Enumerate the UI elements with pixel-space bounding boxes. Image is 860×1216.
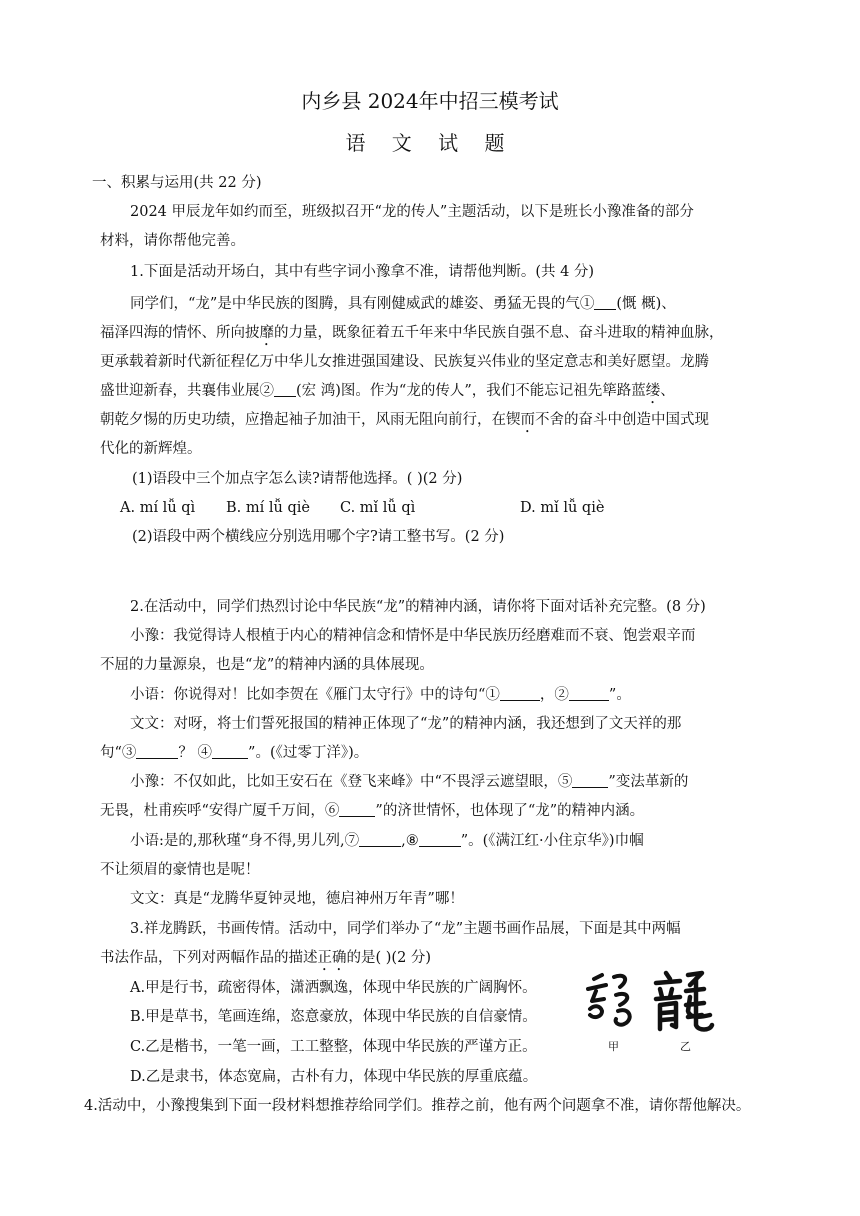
q1-option-c[interactable]: C. mǐ lǚ qì [340, 500, 416, 516]
q1-sub-question-2: (2)语段中两个横线应分别选用哪个字?请工整书写。(2 分) [132, 529, 505, 545]
text-segment: ，② [539, 687, 569, 703]
artwork-label-jia: 甲 [608, 1040, 619, 1053]
intro-line-2: 材料，请你帮他完善。 [100, 233, 245, 249]
q2-line-3 [130, 685, 631, 705]
q2-line-1: 小豫：我觉得诗人根植于内心的精神信念和情怀是中华民族历经磨难而不衰、饱尝艰辛而 [130, 628, 696, 644]
intro-line-1: 2024 甲辰龙年如约而至，班级拟召开“龙的传人”主题活动，以下是班长小豫准备的部分 [130, 204, 694, 220]
q1-passage-line-1 [130, 294, 676, 314]
blank-1[interactable] [594, 295, 616, 310]
text-segment: 同学们，“龙”是中华民族的图腾，具有刚健威武的雄姿、勇猛无畏的气① [130, 296, 595, 312]
text-segment: 盛世迎新春，共襄伟业展② [100, 383, 274, 399]
q1-option-b[interactable]: B. mí lǚ qiè [226, 500, 310, 516]
q2-line-10: 文文：真是“龙腾华夏钟灵地，德启神州万年青”哪！ [130, 891, 464, 907]
exam-title: 内乡县 2024年中招三模考试 [301, 89, 559, 113]
q2-stem: 2.在活动中，同学们热烈讨论中华民族“龙”的精神内涵，请你将下面对话补充完整。(8 分) [130, 599, 706, 615]
q1-passage-line-6: 代化的新辉煌。 [100, 441, 202, 457]
text-segment: 句“③ [100, 745, 137, 761]
text-segment: ,⑧ [401, 833, 419, 849]
calligraphy-dragon-icon [580, 965, 720, 1035]
text-segment: ”。(《满江红·小住京华》)巾帼 [460, 833, 644, 849]
q2-line-2: 不屈的力量源泉，也是“龙”的精神内涵的具体展现。 [100, 657, 434, 673]
text-segment: 无畏，杜甫疾呼“安得广厦千万间，⑥ [100, 803, 340, 819]
q2-line-5 [100, 743, 368, 763]
text-segment: (慨 概)、 [616, 296, 676, 312]
text-segment: 小语:是的,那秋瑾“身不得,男儿列,⑦ [130, 833, 360, 849]
blank-q2-2[interactable] [569, 686, 609, 701]
q1-passage-line-4 [100, 381, 675, 407]
blank-2[interactable] [274, 382, 296, 397]
blank-q2-8[interactable] [419, 832, 461, 847]
blank-q2-6[interactable] [339, 802, 375, 817]
text-segment: ”。(《过零丁洋》)。 [248, 745, 369, 761]
artwork-label-yi: 乙 [680, 1040, 691, 1053]
q2-line-9: 不让须眉的豪情也是呢！ [100, 862, 260, 878]
regular-dragon-icon [656, 973, 712, 1030]
text-segment: 朝乾夕惕的历史功绩，应撸起袖子加油干，风雨无阻向前行，在锲 [100, 412, 521, 428]
blank-q2-1[interactable] [500, 686, 540, 701]
text-segment: 福泽四海的情怀、所向披 [100, 325, 260, 341]
cursive-dragon-icon [588, 975, 630, 1025]
q1-stem: 1.下面是活动开场白，其中有些字词小豫拿不准，请帮他判断。(共 4 分) [130, 264, 595, 280]
text-segment: 、 [660, 383, 675, 399]
blank-q2-5[interactable] [572, 773, 608, 788]
q1-passage-line-5 [100, 410, 709, 436]
dotted-char: 而 [520, 412, 535, 428]
text-segment: 小语：你说得对！比如李贺在《雁门太守行》中的诗句“① [130, 687, 500, 703]
section-heading: 一、积累与运用(共 22 分) [92, 175, 262, 191]
q3-stem-1: 3.祥龙腾跃，书画传情。活动中，同学们举办了“龙”主题书画作品展，下面是其中两幅 [130, 921, 681, 937]
blank-q2-3[interactable] [136, 744, 178, 759]
q3-stem-2 [100, 948, 431, 974]
text-segment: ”变法革新的 [608, 774, 689, 790]
text-segment: ”。 [608, 687, 631, 703]
blank-q2-7[interactable] [359, 832, 401, 847]
dotted-char: 缕 [645, 383, 661, 399]
calligraphy-artwork [580, 965, 720, 1057]
text-segment: 的力量，既象征着五千年来中华民族自强不息、奋斗进取的精神血脉， [274, 325, 724, 341]
q1-sub-question-1: (1)语段中三个加点字怎么读?请帮他选择。( )(2 分) [132, 471, 463, 487]
q1-option-a[interactable]: A. mí lǚ qì [120, 500, 196, 516]
text-segment: 小豫：不仅如此，比如王安石在《登飞来峰》中“不畏浮云遮望眼，⑤ [130, 774, 573, 790]
q2-line-6 [130, 772, 688, 792]
text-segment: (宏 鸿)图。作为“龙的传人”，我们不能忘记祖先筚路蓝 [296, 383, 646, 399]
q2-line-4: 文文：对呀，将士们誓死报国的精神正体现了“龙”的精神内涵，我还想到了文天祥的那 [130, 716, 682, 732]
q2-line-7 [100, 801, 644, 821]
q3-option-c[interactable]: C.乙是楷书，一笔一画，工工整整，体现中华民族的严谨方正。 [130, 1039, 537, 1055]
dotted-char: 正确 [317, 950, 347, 966]
text-segment: 的是( )(2 分) [346, 950, 432, 966]
q4-stem: 4.活动中，小豫搜集到下面一段材料想推荐给同学们。推荐之前，他有两个问题拿不准，请你帮他解决。 [84, 1098, 751, 1114]
q1-passage-line-2 [100, 323, 724, 349]
q1-passage-line-3: 更承载着新时代新征程亿万中华儿女推进强国建设、民族复兴伟业的坚定意志和美好愿望。龙腾 [100, 354, 709, 370]
dotted-char: 靡 [259, 325, 274, 341]
text-segment: ？ ④ [178, 745, 213, 761]
q3-option-a[interactable]: A.甲是行书，疏密得体，潇洒飘逸，体现中华民族的广阔胸怀。 [130, 980, 537, 996]
q3-option-d[interactable]: D.乙是隶书，体态宽扁，古朴有力，体现中华民族的厚重底蕴。 [130, 1069, 538, 1085]
text-segment: 不舍的奋斗中创造中国式现 [535, 412, 709, 428]
q3-option-b[interactable]: B.甲是草书，笔画连绵，恣意豪放，体现中华民族的自信豪情。 [130, 1009, 537, 1025]
text-segment: 书法作品，下列对两幅作品的描述 [100, 950, 318, 966]
q1-option-d[interactable]: D. mǐ lǚ qiè [520, 500, 605, 516]
text-segment: ”的济世情怀，也体现了“龙”的精神内涵。 [375, 803, 645, 819]
exam-subtitle: 语 文 试 题 [345, 131, 515, 155]
blank-q2-4[interactable] [212, 744, 248, 759]
q2-line-8 [130, 831, 644, 851]
